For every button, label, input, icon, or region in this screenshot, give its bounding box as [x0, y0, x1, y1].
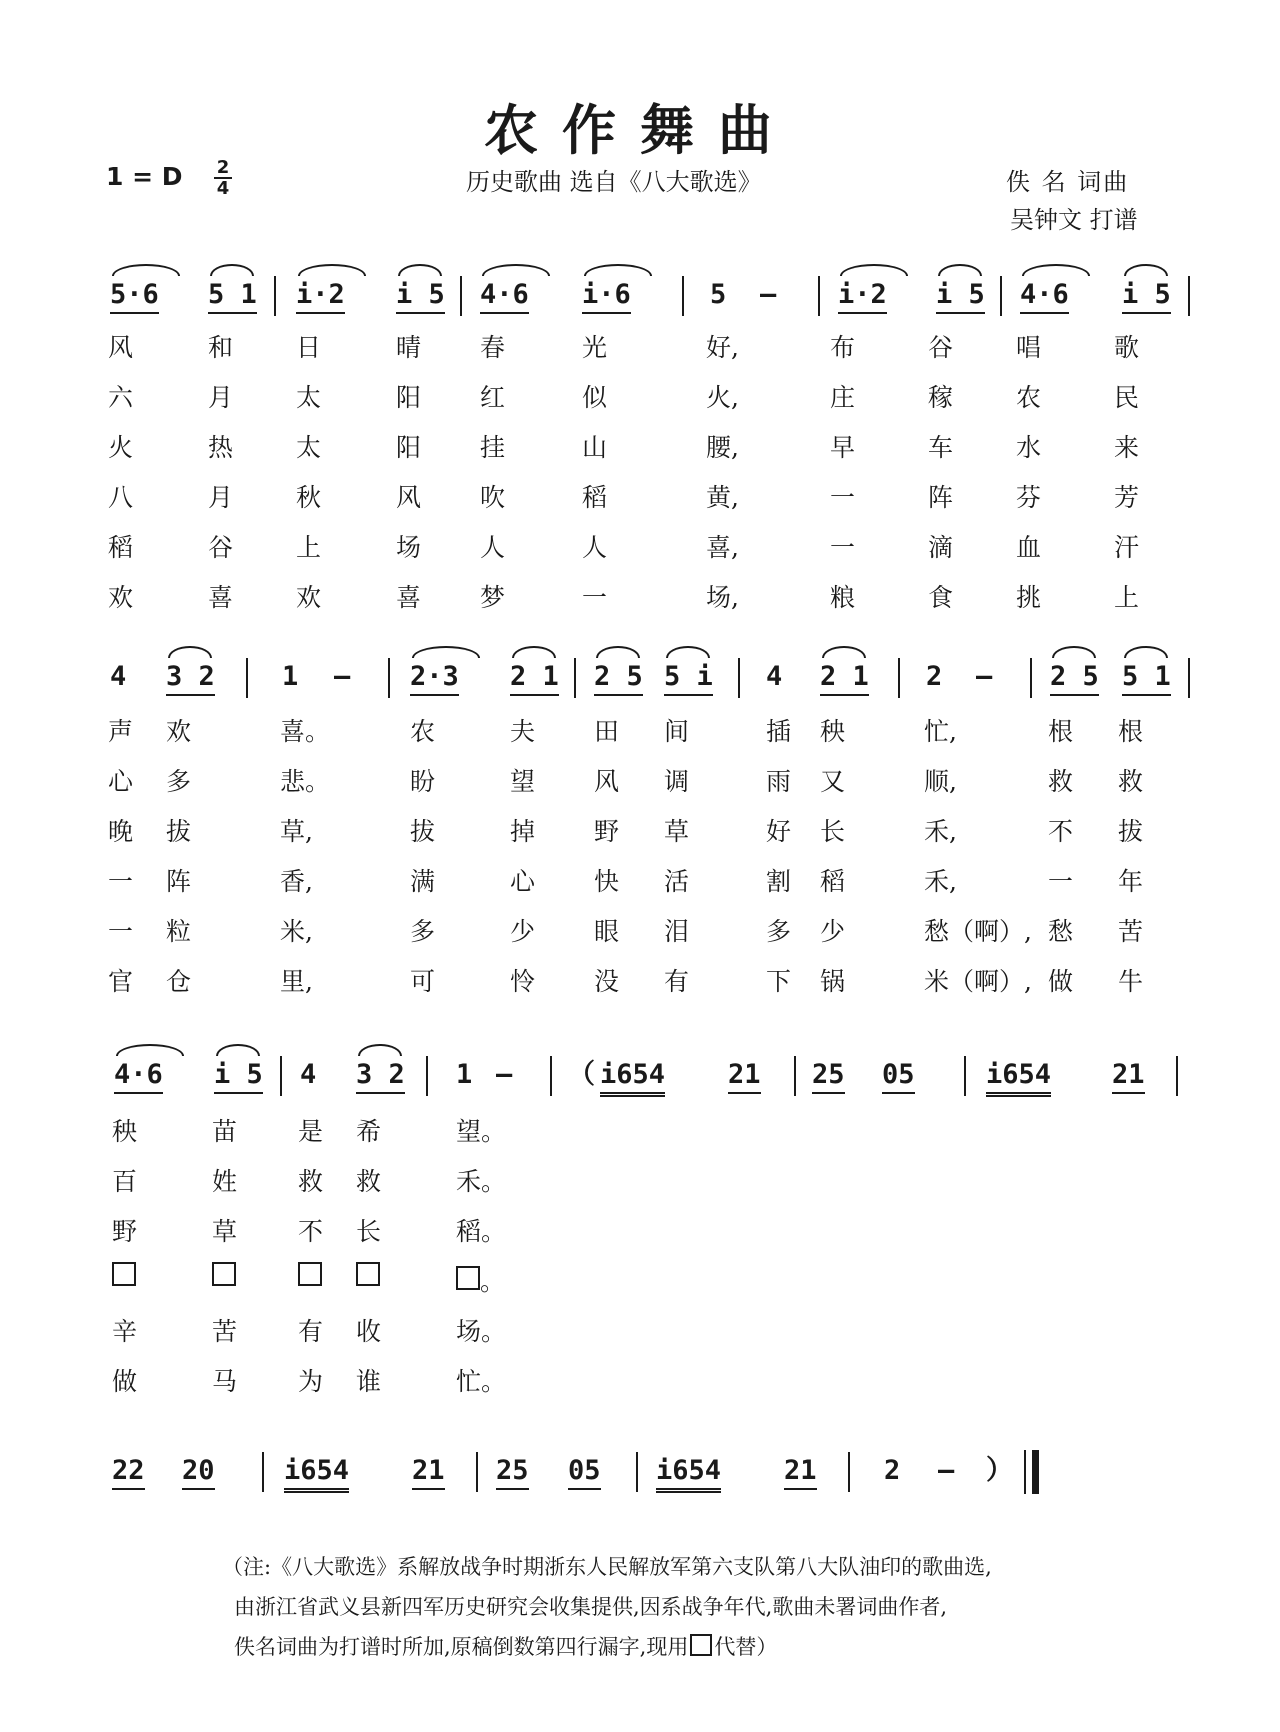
lyric: 好,: [706, 333, 739, 362]
lyric: 似: [582, 383, 608, 412]
lyric: 日: [296, 333, 322, 362]
note-group: 3 2: [166, 662, 215, 696]
missing-character-box: [298, 1262, 322, 1292]
lyric: 草: [664, 817, 690, 846]
lyric: 吹: [480, 483, 506, 512]
lyric: 间: [664, 717, 690, 746]
lyric: 又: [820, 767, 846, 796]
slur: [822, 646, 866, 658]
lyric: 谁: [356, 1367, 382, 1396]
footnote-line-1: （注:《八大歌选》系解放战争时期浙东人民解放军第六支队第八大队油印的歌曲选,: [222, 1555, 992, 1579]
slur: [398, 264, 442, 276]
note-group: i·2: [296, 280, 345, 314]
note-group: 21: [412, 1456, 445, 1490]
lyric: 汗: [1114, 533, 1140, 562]
lyric: 年: [1118, 867, 1144, 896]
lyric: 多: [166, 767, 192, 796]
lyric: 锅: [820, 967, 846, 996]
lyric: 割: [766, 867, 792, 896]
lyric: 里,: [280, 967, 313, 996]
note-group: 25: [496, 1456, 529, 1490]
lyric: 救: [298, 1167, 324, 1196]
note-dash: –: [760, 279, 777, 310]
lyric: 官: [108, 967, 134, 996]
note-group: 5 1: [208, 280, 257, 314]
lyric: 声: [108, 717, 134, 746]
lyric: 场。: [456, 1317, 507, 1346]
lyric: 挂: [480, 433, 506, 462]
note-group: 4·6: [1020, 280, 1069, 314]
time-signature: [212, 158, 234, 198]
lyric: 太: [296, 433, 322, 462]
lyric: 晚: [108, 817, 134, 846]
final-barline: [1032, 1450, 1039, 1494]
note-group: 25: [812, 1060, 845, 1094]
note-group: 22: [112, 1456, 145, 1490]
lyric: 挑: [1016, 583, 1042, 612]
lyric: 做: [112, 1367, 138, 1396]
lyric: 马: [212, 1367, 238, 1396]
footnote-line-2: 由浙江省武义县新四军历史研究会收集提供,因系战争年代,歌曲未署词曲作者,: [234, 1595, 948, 1619]
note-group: 21: [728, 1060, 761, 1094]
lyric: 心: [108, 767, 134, 796]
lyric: 水: [1016, 433, 1042, 462]
lyric: 仓: [166, 967, 192, 996]
note-dash: –: [496, 1059, 513, 1090]
lyric: 和: [208, 333, 234, 362]
lyric: 是: [298, 1117, 324, 1146]
lyric: 欢: [108, 583, 134, 612]
lyric: 一: [830, 483, 856, 512]
lyric: 有: [298, 1317, 324, 1346]
lyric: 没: [594, 967, 620, 996]
footnote-line-3-text: 佚名词曲为打谱时所加,原稿倒数第四行漏字,现用: [234, 1635, 689, 1659]
lyric: 晴: [396, 333, 422, 362]
lyric: 。: [480, 1267, 506, 1296]
lyric: 插: [766, 717, 792, 746]
note-group: i654: [656, 1456, 721, 1493]
lyric: 滴: [928, 533, 954, 562]
lyric: 农: [410, 717, 436, 746]
lyric: 根: [1118, 717, 1144, 746]
note-group: 21: [784, 1456, 817, 1490]
lyric: 不: [1048, 817, 1074, 846]
lyric: 唱: [1016, 333, 1042, 362]
lyric: 香,: [280, 867, 313, 896]
lyric: 黄,: [706, 483, 739, 512]
lyric: 田: [594, 717, 620, 746]
lyric: 风: [108, 333, 134, 362]
lyric: 人: [480, 533, 506, 562]
lyric: 稼: [928, 383, 954, 412]
lyric: 顺,: [924, 767, 957, 796]
note-group: i·2: [838, 280, 887, 314]
credit-lyrics-music: 佚 名 词曲: [1006, 168, 1130, 196]
note-group: i 5: [396, 280, 445, 314]
lyric: 秋: [296, 483, 322, 512]
slur: [840, 264, 908, 276]
lyric: 救: [356, 1167, 382, 1196]
lyric: 禾,: [924, 817, 957, 846]
note-group: i654: [600, 1060, 665, 1097]
note-group: 5·6: [110, 280, 159, 314]
note-group: i 5: [1122, 280, 1171, 314]
lyric: 芳: [1114, 483, 1140, 512]
lyric: 上: [1114, 583, 1140, 612]
lyric: 姓: [212, 1167, 238, 1196]
lyric: 牛: [1118, 967, 1144, 996]
open-paren: （: [568, 1059, 595, 1090]
lyric: 多: [410, 917, 436, 946]
note-group: 05: [568, 1456, 601, 1490]
note-group: 5: [710, 279, 727, 310]
lyric: 秧: [820, 717, 846, 746]
note-group: i 5: [214, 1060, 263, 1094]
lyric: 望。: [456, 1117, 507, 1146]
lyric: 粒: [166, 917, 192, 946]
lyric: 芬: [1016, 483, 1042, 512]
note-group: 2 5: [594, 662, 643, 696]
note-group: i654: [986, 1060, 1051, 1097]
lyric: 谷: [928, 333, 954, 362]
lyric: 掉: [510, 817, 536, 846]
note-group: i654: [284, 1456, 349, 1493]
lyric: 草,: [280, 817, 313, 846]
lyric: 拔: [1118, 817, 1144, 846]
lyric: 八: [108, 483, 134, 512]
note-dash: –: [938, 1455, 955, 1486]
lyric: 苦: [1118, 917, 1144, 946]
lyric: 泪: [664, 917, 690, 946]
time-signature-bottom: 4: [216, 178, 230, 199]
lyric: 为: [298, 1367, 324, 1396]
note-group: 4: [766, 661, 783, 692]
lyric: 粮: [830, 583, 856, 612]
slur: [216, 1044, 260, 1056]
lyric: 月: [208, 383, 234, 412]
lyric: 眼: [594, 917, 620, 946]
lyric: 上: [296, 533, 322, 562]
lyric: 民: [1114, 383, 1140, 412]
lyric: 收: [356, 1317, 382, 1346]
lyric: 欢: [166, 717, 192, 746]
lyric: 食: [928, 583, 954, 612]
note-group: 4·6: [480, 280, 529, 314]
lyric: 风: [396, 483, 422, 512]
lyric: 百: [112, 1167, 138, 1196]
note-group: 05: [882, 1060, 915, 1094]
lyric: 梦: [480, 583, 506, 612]
lyric: 血: [1016, 533, 1042, 562]
lyric: 拔: [166, 817, 192, 846]
slur: [1124, 646, 1168, 658]
lyric: 场: [396, 533, 422, 562]
lyric: 一: [1048, 867, 1074, 896]
lyric: 喜: [208, 583, 234, 612]
lyric: 喜,: [706, 533, 739, 562]
missing-character-box: [356, 1262, 380, 1292]
note-group: 2: [926, 661, 943, 692]
slur: [116, 1044, 184, 1056]
slur: [1022, 264, 1090, 276]
note-group: 2·3: [410, 662, 459, 696]
lyric: 一: [108, 917, 134, 946]
slur: [666, 646, 710, 658]
lyric: 稻: [820, 867, 846, 896]
lyric: 庄: [830, 383, 856, 412]
subtitle: 历史歌曲 选自《八大歌选》: [466, 168, 762, 196]
lyric: 山: [582, 433, 608, 462]
note-dash: –: [976, 661, 993, 692]
lyric: 光: [582, 333, 608, 362]
slur: [512, 646, 556, 658]
note-dash: –: [334, 661, 351, 692]
lyric: 可: [410, 967, 436, 996]
missing-character-box: [456, 1262, 505, 1298]
slur: [596, 646, 640, 658]
lyric: 农: [1016, 383, 1042, 412]
slur: [1124, 264, 1168, 276]
lyric: 野: [112, 1217, 138, 1246]
slur: [298, 264, 366, 276]
missing-character-box: [112, 1262, 136, 1292]
lyric: 悲。: [280, 767, 331, 796]
lyric: 盼: [410, 767, 436, 796]
slur: [112, 264, 180, 276]
lyric: 雨: [766, 767, 792, 796]
lyric: 救: [1118, 767, 1144, 796]
footnote: [222, 1547, 992, 1667]
lyric: 太: [296, 383, 322, 412]
lyric: 一: [108, 867, 134, 896]
note-group: 2 1: [510, 662, 559, 696]
lyric: 苗: [212, 1117, 238, 1146]
lyric: 愁（啊）,: [924, 917, 1032, 946]
note-group: 5 1: [1122, 662, 1171, 696]
missing-character-box: [212, 1262, 236, 1292]
lyric: 夫: [510, 717, 536, 746]
song-title: 农作舞曲: [484, 98, 796, 162]
slur: [938, 264, 982, 276]
footnote-line-3: [222, 1627, 992, 1667]
lyric: 苦: [212, 1317, 238, 1346]
note-group: 20: [182, 1456, 215, 1490]
lyric: 稻: [108, 533, 134, 562]
lyric: 愁: [1048, 917, 1074, 946]
lyric: 不: [298, 1217, 324, 1246]
lyric: 草: [212, 1217, 238, 1246]
lyric: 火: [108, 433, 134, 462]
note-group: 4·6: [114, 1060, 163, 1094]
lyric: 欢: [296, 583, 322, 612]
lyric: 少: [510, 917, 536, 946]
note-group: 2: [884, 1455, 901, 1486]
lyric: 满: [410, 867, 436, 896]
lyric: 月: [208, 483, 234, 512]
lyric: 阳: [396, 383, 422, 412]
close-paren: ）: [986, 1455, 1013, 1486]
lyric: 希: [356, 1117, 382, 1146]
lyric: 做: [1048, 967, 1074, 996]
lyric: 下: [766, 967, 792, 996]
lyric: 长: [356, 1217, 382, 1246]
footnote-line-3-end: 代替）: [714, 1635, 778, 1659]
lyric: 忙,: [924, 717, 957, 746]
lyric: 风: [594, 767, 620, 796]
lyric: 长: [820, 817, 846, 846]
note-group: 4: [110, 661, 127, 692]
lyric: 怜: [510, 967, 536, 996]
note-group: 21: [1112, 1060, 1145, 1094]
lyric: 来: [1114, 433, 1140, 462]
lyric: 根: [1048, 717, 1074, 746]
lyric: 六: [108, 383, 134, 412]
lyric: 布: [830, 333, 856, 362]
lyric: 调: [664, 767, 690, 796]
note-group: 5 i: [664, 662, 713, 696]
lyric: 禾。: [456, 1167, 507, 1196]
slur: [584, 264, 652, 276]
lyric: 少: [820, 917, 846, 946]
lyric: 快: [594, 867, 620, 896]
slur: [412, 646, 480, 658]
lyric: 腰,: [706, 433, 739, 462]
lyric: 忙。: [456, 1367, 507, 1396]
note-group: 2 1: [820, 662, 869, 696]
lyric: 秧: [112, 1117, 138, 1146]
lyric: 多: [766, 917, 792, 946]
note-group: 2 5: [1050, 662, 1099, 696]
note-group: 1: [456, 1059, 473, 1090]
lyric: 稻: [582, 483, 608, 512]
lyric: 车: [928, 433, 954, 462]
time-signature-top: 2: [216, 157, 230, 178]
slur: [168, 646, 212, 658]
lyric: 心: [510, 867, 536, 896]
lyric: 活: [664, 867, 690, 896]
lyric: 阳: [396, 433, 422, 462]
lyric: 喜: [396, 583, 422, 612]
note-group: 4: [300, 1059, 317, 1090]
lyric: 火,: [706, 383, 739, 412]
lyric: 好: [766, 817, 792, 846]
lyric: 喜。: [280, 717, 331, 746]
lyric: 米（啊）,: [924, 967, 1032, 996]
lyric: 人: [582, 533, 608, 562]
placeholder-box-icon: [690, 1634, 712, 1656]
lyric: 有: [664, 967, 690, 996]
credit-notation: 吴钟文 打谱: [1010, 206, 1138, 234]
key-signature: 1 = D: [106, 162, 183, 191]
lyric: 歌: [1114, 333, 1140, 362]
note-group: i 5: [936, 280, 985, 314]
lyric: 场,: [706, 583, 739, 612]
lyric: 稻。: [456, 1217, 507, 1246]
lyric: 望: [510, 767, 536, 796]
lyric: 辛: [112, 1317, 138, 1346]
lyric: 红: [480, 383, 506, 412]
note-group: 1: [282, 661, 299, 692]
note-group: 3 2: [356, 1060, 405, 1094]
lyric: 热: [208, 433, 234, 462]
lyric: 阵: [928, 483, 954, 512]
lyric: 野: [594, 817, 620, 846]
slur: [482, 264, 550, 276]
note-group: i·6: [582, 280, 631, 314]
lyric: 一: [582, 583, 608, 612]
lyric: 谷: [208, 533, 234, 562]
lyric: 春: [480, 333, 506, 362]
lyric: 拔: [410, 817, 436, 846]
lyric: 米,: [280, 917, 313, 946]
lyric: 救: [1048, 767, 1074, 796]
lyric: 阵: [166, 867, 192, 896]
lyric: 早: [830, 433, 856, 462]
slur: [358, 1044, 402, 1056]
slur: [1052, 646, 1096, 658]
slur: [210, 264, 254, 276]
lyric: 一: [830, 533, 856, 562]
lyric: 禾,: [924, 867, 957, 896]
